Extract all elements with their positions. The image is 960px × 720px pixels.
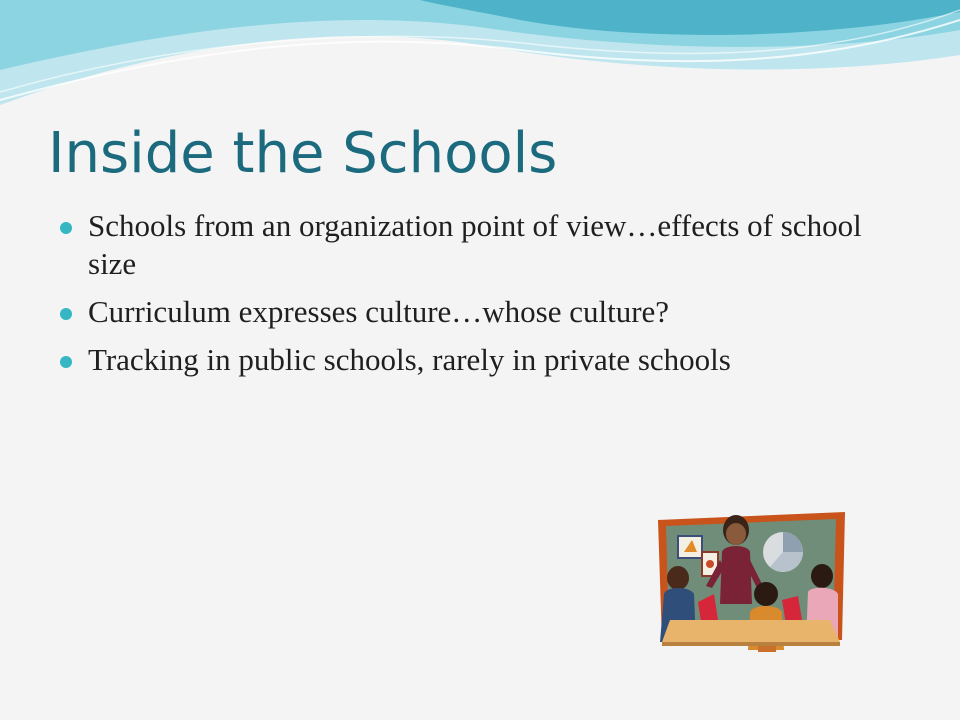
bullet-marker: [60, 356, 72, 368]
bullet-item: [60, 293, 900, 331]
classroom-clipart: [650, 508, 850, 653]
bullet-item: [60, 207, 900, 283]
bullet-item: [60, 341, 900, 379]
bullet-text: Curriculum expresses culture…whose culture?: [88, 294, 670, 329]
slide-title: Inside the Schools: [48, 121, 558, 186]
bullet-text: Tracking in public schools, rarely in private schools: [88, 342, 731, 377]
bullet-text: Schools from an organization point of view…effects of school size: [88, 208, 862, 281]
bullet-marker: [60, 308, 72, 320]
wave-banner: [0, 0, 960, 120]
bullet-marker: [60, 222, 72, 234]
bullet-list: [60, 207, 900, 389]
